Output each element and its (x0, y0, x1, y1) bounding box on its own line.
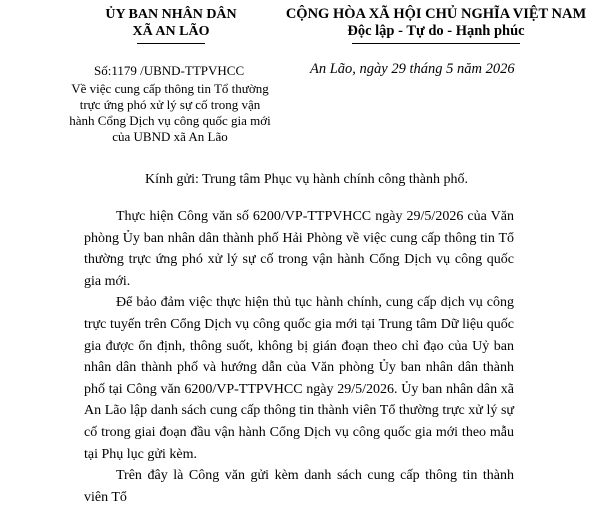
motto-country-name: CỘNG HÒA XÃ HỘI CHỦ NGHĨA VIỆT NAM (285, 6, 587, 22)
national-motto (280, 6, 592, 40)
issuing-agency (64, 6, 278, 40)
subject-line: của UBND xã An Lão (112, 129, 228, 144)
motto-slogan: Độc lập - Tự do - Hạnh phúc (347, 23, 525, 39)
agency-name-line1: ỦY BAN NHÂN DÂN (105, 7, 237, 22)
body-paragraph: Trên đây là Công văn gửi kèm danh sách cung cấp thông tin thành viên Tổ (84, 468, 514, 505)
letter-body (84, 206, 514, 508)
place-and-date: An Lão, ngày 29 tháng 5 năm 2026 (310, 61, 515, 77)
agency-name-line2: XÃ AN LÃO (132, 24, 210, 39)
document-subject (60, 81, 280, 145)
subject-line: hành Cổng Dịch vụ công quốc gia mới (69, 113, 271, 128)
body-paragraph: Để bảo đảm việc thực hiện thủ tục hành chính, cung cấp dịch vụ công trực tuyến trên Cổng Dịch vụ công quốc gia mới tại Trung tâm Dữ liệu quốc gia được ổn định, thông suốt, không bị gián đoạn theo chỉ đạo của Uỷ ban nhân dân thành phố và hướng dẫn của Văn phòng Ủy ban nhân dân thành phố tại Công văn 6200/VP-TTPVHCC ngày 29/5/2026. Ủy ban nhân dân xã An Lão lập danh sách cung cấp thông tin thành viên Tổ thường trực xử lý sự cố trong giai đoạn đầu vận hành Cổng Dịch vụ công quốc gia mới theo mẫu tại Phụ lục gửi kèm. (84, 295, 514, 462)
subject-line: trực ứng phó xử lý sự cố trong vận (79, 97, 261, 112)
subject-line: Về việc cung cấp thông tin Tổ thường (71, 81, 269, 96)
body-paragraph: Thực hiện Công văn số 6200/VP-TTPVHCC ngày 29/5/2026 của Văn phòng Ủy ban nhân dân thành phố Hải Phòng về việc cung cấp thông tin Tổ thường trực ứng phó xử lý sự cố trong vận hành Cổng Dịch vụ công quốc gia mới. (84, 209, 514, 289)
motto-underline (352, 43, 520, 44)
document-number: Số:1179 /UBND-TTPVHCC (94, 63, 245, 78)
agency-underline (137, 43, 205, 44)
recipient-line: Kính gửi: Trung tâm Phục vụ hành chính công thành phố. (145, 172, 468, 187)
